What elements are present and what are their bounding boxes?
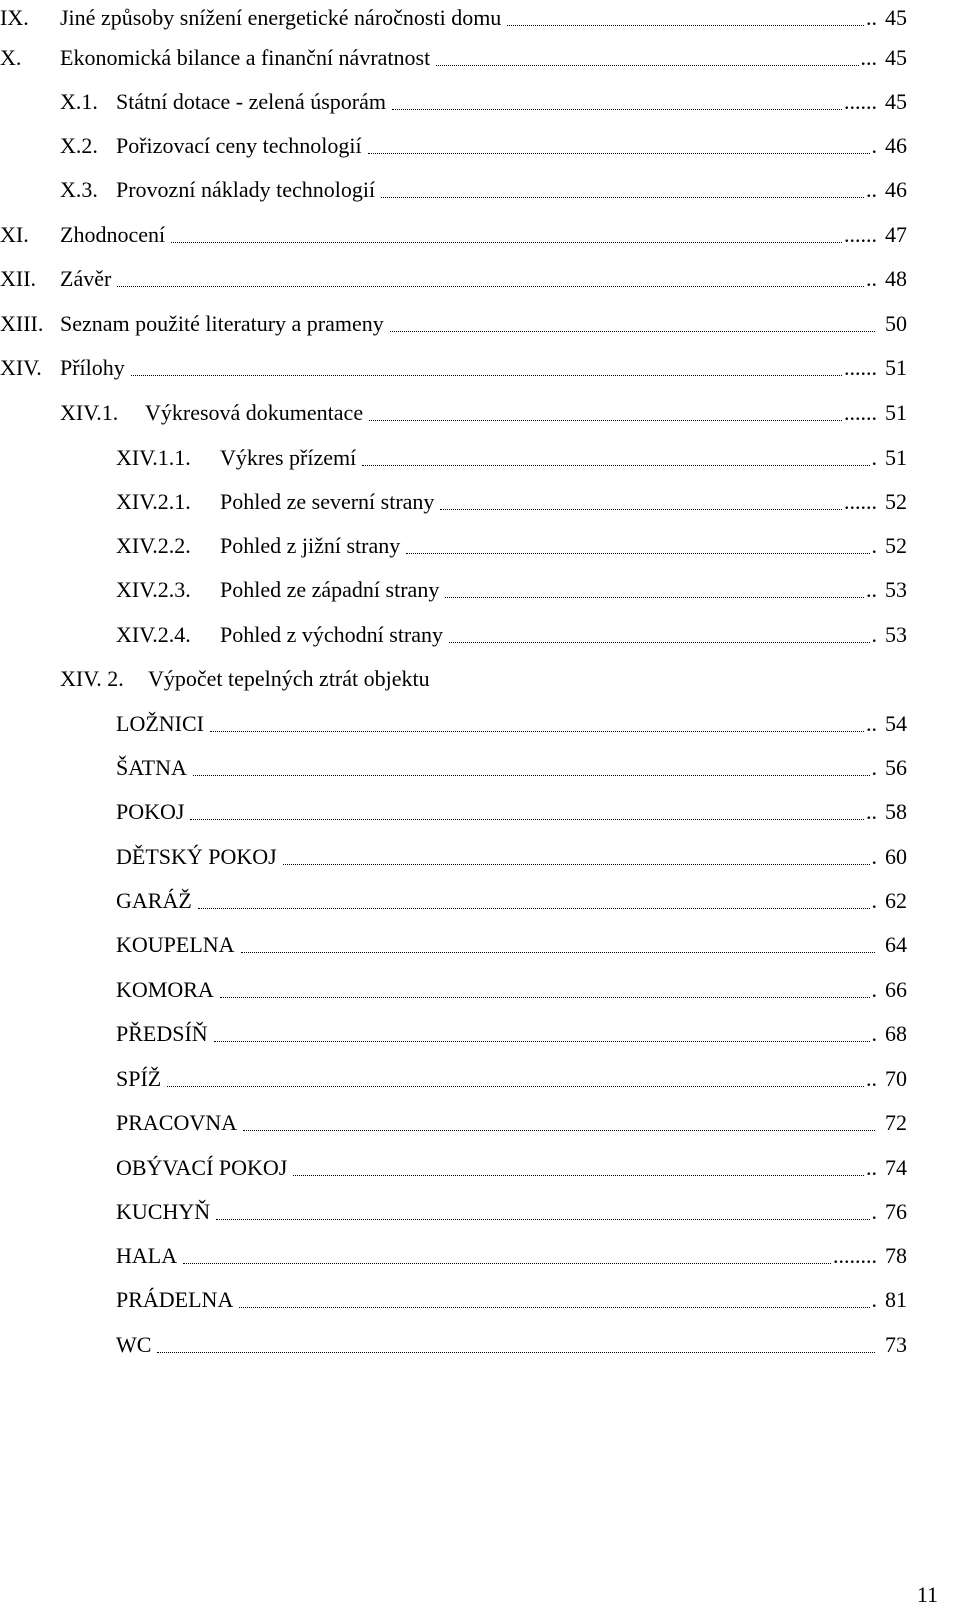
toc-entry-page: 48 — [885, 266, 907, 291]
toc-entry-leader — [198, 885, 877, 917]
toc-entry-page: 60 — [885, 844, 907, 869]
toc-entry-title: Státní dotace - zelená úsporám — [116, 89, 387, 114]
toc-entry-page: 45 — [885, 89, 907, 114]
toc-entry-dots: ...... — [844, 222, 877, 247]
toc-entry-dots: ...... — [844, 355, 877, 380]
toc-entry-dots: ... — [860, 45, 877, 70]
toc-entry-page: 47 — [885, 222, 907, 247]
toc-entry-number: XIV.1.1. — [116, 445, 191, 470]
toc-entry-leader — [183, 1240, 877, 1272]
toc-entry-title: Výpočet tepelných ztrát objektu — [148, 666, 430, 691]
toc-entry-number: XIV.1. — [60, 400, 119, 425]
toc-entry[interactable] — [0, 1240, 907, 1272]
toc-entry-number: XIV.2.3. — [116, 577, 191, 602]
toc-entry[interactable] — [0, 1196, 907, 1228]
toc-entry-page: 54 — [885, 711, 907, 736]
toc-entry-page: 62 — [885, 888, 907, 913]
toc-entry-dots: .. — [866, 799, 877, 824]
toc-entry-page: 66 — [885, 977, 907, 1002]
toc-entry-title: POKOJ — [116, 799, 185, 824]
toc-entry[interactable] — [0, 1107, 907, 1139]
toc-entry[interactable] — [0, 174, 907, 206]
toc-entry-title: HALA — [116, 1243, 178, 1268]
toc-entry[interactable] — [0, 130, 907, 162]
toc-entry-leader — [362, 442, 877, 474]
toc-entry-dots: . — [871, 888, 877, 913]
toc-entry-number: XIV. 2. — [60, 666, 124, 691]
toc-entry-leader — [239, 1284, 877, 1316]
toc-entry-title: OBÝVACÍ POKOJ — [116, 1155, 288, 1180]
toc-entry-title: Pohled z jižní strany — [220, 533, 401, 558]
toc-entry-page: 51 — [885, 445, 907, 470]
toc-entry-title: SPÍŽ — [116, 1066, 162, 1091]
toc-entry-title: KOMORA — [116, 977, 214, 1002]
toc-entry-title: WC — [116, 1332, 152, 1357]
toc-entry-title: Seznam použité literatury a prameny — [60, 311, 384, 336]
toc-entry-dots: ...... — [844, 489, 877, 514]
toc-entry-dots: ...... — [844, 400, 877, 425]
toc-entry-page: 46 — [885, 177, 907, 202]
toc-entry[interactable] — [0, 708, 907, 740]
toc-entry-title: PRÁDELNA — [116, 1287, 234, 1312]
toc-entry-page: 52 — [885, 533, 907, 558]
toc-entry-title: Pořizovací ceny technologií — [116, 133, 362, 158]
toc-entry-leader — [392, 86, 877, 118]
toc-entry-leader — [507, 2, 877, 34]
toc-entry-number: IX. — [0, 5, 29, 30]
toc-entry-page: 72 — [885, 1110, 907, 1135]
toc-entry-title: Zhodnocení — [60, 222, 166, 247]
toc-entry-title: PŘEDSÍŇ — [116, 1021, 208, 1046]
toc-entry[interactable] — [0, 352, 907, 384]
toc-entry-number: XIV.2.1. — [116, 489, 191, 514]
toc-entry-dots: .. — [866, 577, 877, 602]
toc-entry-title: Výkres přízemí — [220, 445, 357, 470]
toc-entry-leader — [381, 174, 877, 206]
toc-entry-leader — [117, 263, 877, 295]
toc-entry-page: 70 — [885, 1066, 907, 1091]
toc-entry[interactable] — [0, 308, 907, 340]
toc-entry[interactable] — [0, 1018, 907, 1050]
toc-entry[interactable] — [0, 42, 907, 74]
toc-entry[interactable] — [0, 929, 907, 961]
toc-entry-page: 74 — [885, 1155, 907, 1180]
toc-entry-number: XII. — [0, 266, 37, 291]
toc-entry[interactable] — [0, 530, 907, 562]
toc-entry-dots: ...... — [844, 89, 877, 114]
toc-entry-title: DĚTSKÝ POKOJ — [116, 844, 277, 869]
toc-entry-dots: . — [871, 445, 877, 470]
toc-entry-title: Jiné způsoby snížení energetické náročnosti domu — [60, 5, 502, 30]
toc-entry-page: 53 — [885, 577, 907, 602]
toc-entry-title: Pohled ze západní strany — [220, 577, 440, 602]
toc-entry-title: Ekonomická bilance a finanční návratnost — [60, 45, 431, 70]
toc-entry[interactable] — [0, 885, 907, 917]
toc-entry-title: GARÁŽ — [116, 888, 192, 913]
toc-entry-leader — [406, 530, 877, 562]
toc-entry-dots: . — [871, 133, 877, 158]
toc-entry[interactable] — [0, 1329, 907, 1361]
toc-entry-number: X. — [0, 45, 22, 70]
toc-entry-page: 45 — [885, 45, 907, 70]
toc-entry-leader — [220, 974, 877, 1006]
toc-entry-number: XIV. — [0, 355, 42, 380]
toc-entry[interactable] — [0, 1152, 907, 1184]
toc-entry-page: 81 — [885, 1287, 907, 1312]
toc-entry-dots: . — [871, 1199, 877, 1224]
toc-entry-page: 45 — [885, 5, 907, 30]
toc-entry-page: 56 — [885, 755, 907, 780]
toc-entry-leader — [241, 929, 877, 961]
toc-entry-page: 73 — [885, 1332, 907, 1357]
toc-entry-dots: .. — [866, 1066, 877, 1091]
toc-entry-page: 51 — [885, 400, 907, 425]
toc-entry[interactable] — [0, 663, 907, 695]
toc-entry-leader — [167, 1063, 877, 1095]
toc-entry-page: 46 — [885, 133, 907, 158]
toc-entry-title: Přílohy — [60, 355, 125, 380]
toc-entry[interactable] — [0, 974, 907, 1006]
toc-entry-dots: . — [871, 755, 877, 780]
toc-entry-title: Výkresová dokumentace — [145, 400, 364, 425]
toc-entry-leader — [190, 796, 877, 828]
toc-entry-dots: . — [871, 844, 877, 869]
toc-entry[interactable] — [0, 2, 907, 34]
toc-entry[interactable] — [0, 841, 907, 873]
toc-entry-leader — [436, 42, 877, 74]
toc-entry-dots: .. — [866, 1155, 877, 1180]
toc-entry-page: 51 — [885, 355, 907, 380]
toc-entry[interactable] — [0, 619, 907, 651]
toc-entry-title: Provozní náklady technologií — [116, 177, 376, 202]
toc-entry-leader — [216, 1196, 877, 1228]
toc-entry-leader — [445, 574, 877, 606]
toc-entry-leader — [369, 397, 877, 429]
toc-entry-title: ŠATNA — [116, 755, 187, 780]
toc-entry-title: Pohled z východní strany — [220, 622, 444, 647]
toc-entry-page: 68 — [885, 1021, 907, 1046]
toc-entry-number: X.1. — [60, 89, 98, 114]
toc-entry-title: Pohled ze severní strany — [220, 489, 435, 514]
toc-entry-dots: .. — [866, 5, 877, 30]
toc-entry-title: KOUPELNA — [116, 932, 235, 957]
toc-entry[interactable] — [0, 397, 907, 429]
toc-entry-leader — [193, 752, 877, 784]
toc-entry-leader — [131, 352, 877, 384]
toc-entry-leader — [449, 619, 877, 651]
toc-entry-leader — [243, 1107, 877, 1139]
toc-entry[interactable] — [0, 1063, 907, 1095]
toc-entry[interactable] — [0, 263, 907, 295]
toc-entry-dots: . — [871, 977, 877, 1002]
toc-entry-page: 52 — [885, 489, 907, 514]
toc-entry[interactable] — [0, 219, 907, 251]
toc-entry-dots: . — [871, 533, 877, 558]
toc-entry-title: KUCHYŇ — [116, 1199, 211, 1224]
toc-entry-page: 58 — [885, 799, 907, 824]
toc-entry[interactable] — [0, 86, 907, 118]
page-number: 11 — [916, 1582, 938, 1607]
toc-entry-leader — [210, 708, 877, 740]
toc-entry-leader — [293, 1152, 877, 1184]
toc-entry-leader — [214, 1018, 877, 1050]
toc-entry-page: 53 — [885, 622, 907, 647]
toc-entry-leader — [157, 1329, 877, 1361]
toc-entry[interactable] — [0, 752, 907, 784]
toc-entry-leader — [283, 841, 877, 873]
toc-entry-dots: ........ — [833, 1243, 877, 1268]
toc-entry-leader — [440, 486, 877, 518]
toc-entry-title: PRACOVNA — [116, 1110, 238, 1135]
toc-entry[interactable] — [0, 796, 907, 828]
toc-entry-dots: .. — [866, 177, 877, 202]
toc-entry-page: 64 — [885, 932, 907, 957]
toc-entry-dots: . — [871, 1021, 877, 1046]
toc-entry-number: XI. — [0, 222, 29, 247]
toc-entry-leader — [390, 308, 877, 340]
toc-entry[interactable] — [0, 574, 907, 606]
toc-entry[interactable] — [0, 442, 907, 474]
toc-entry-title: LOŽNICI — [116, 711, 204, 736]
toc-entry-title: Závěr — [60, 266, 112, 291]
toc-entry-leader — [171, 219, 877, 251]
toc-entry-page: 76 — [885, 1199, 907, 1224]
toc-entry-number: XIV.2.2. — [116, 533, 191, 558]
toc-entry-leader — [368, 130, 877, 162]
toc-entry-number: XIII. — [0, 311, 44, 336]
toc-entry-number: X.2. — [60, 133, 98, 158]
toc-entry-dots: .. — [866, 711, 877, 736]
toc-entry-page: 78 — [885, 1243, 907, 1268]
toc-entry-number: XIV.2.4. — [116, 622, 191, 647]
toc-entry[interactable] — [0, 486, 907, 518]
toc-entry[interactable] — [0, 1284, 907, 1316]
toc-entry-dots: . — [871, 1287, 877, 1312]
toc-entry-number: X.3. — [60, 177, 98, 202]
toc-entry-page: 50 — [885, 311, 907, 336]
toc-entry-dots: .. — [866, 266, 877, 291]
toc-entry-dots: . — [871, 622, 877, 647]
